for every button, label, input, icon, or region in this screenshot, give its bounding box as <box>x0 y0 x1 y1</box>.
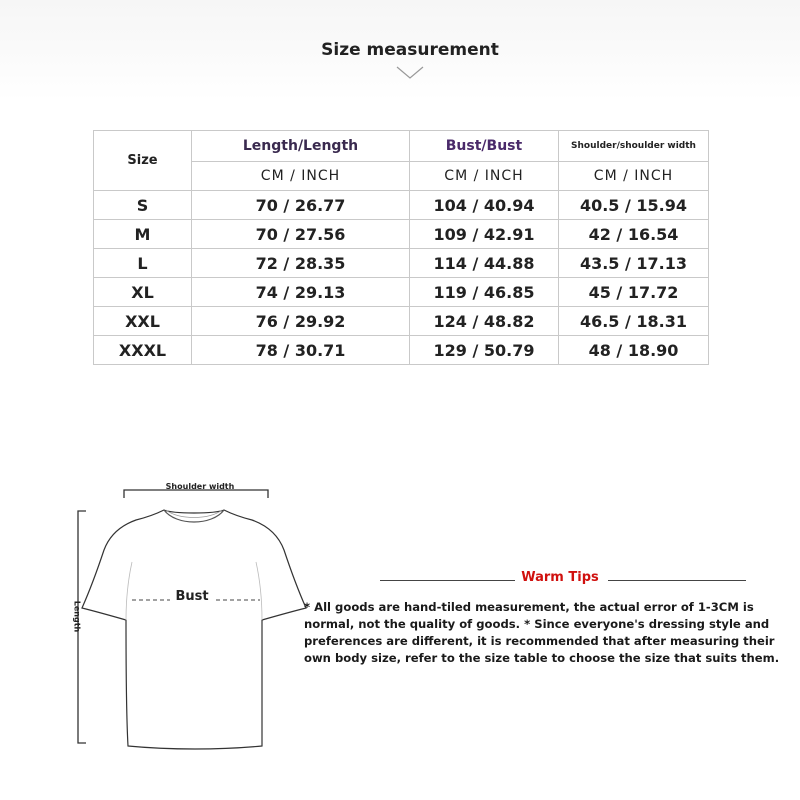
bust-units: CM / INCH <box>410 162 559 191</box>
size-table <box>93 130 709 365</box>
bust-cell: 104 / 40.94 <box>410 191 559 220</box>
size-column-header: Size <box>94 131 192 191</box>
bust-cell: 129 / 50.79 <box>410 336 559 365</box>
tshirt-diagram <box>60 470 320 760</box>
shoulder-cell: 48 / 18.90 <box>559 336 709 365</box>
size-cell: XXL <box>94 307 192 336</box>
length-cell: 70 / 26.77 <box>192 191 410 220</box>
table-row <box>94 249 709 278</box>
shoulder-cell: 46.5 / 18.31 <box>559 307 709 336</box>
length-cell: 74 / 29.13 <box>192 278 410 307</box>
shoulder-units: CM / INCH <box>559 162 709 191</box>
warm-tips-text: * All goods are hand-tiled measurement, the actual error of 1-3CM is normal, not the quality of goods. * Since everyone's dressing style and preferences are different, it is recommended that after measuring their own body size, refer to the size table to choose the size that suits them. <box>304 600 780 665</box>
size-cell: M <box>94 220 192 249</box>
page-title: Size measurement <box>321 40 499 60</box>
length-cell: 78 / 30.71 <box>192 336 410 365</box>
shoulder-column-header: Shoulder/shoulder width <box>559 131 709 162</box>
length-cell: 72 / 28.35 <box>192 249 410 278</box>
bust-label: Bust <box>170 589 214 604</box>
shoulder-cell: 42 / 16.54 <box>559 220 709 249</box>
tips-divider-left <box>380 580 515 581</box>
shoulder-cell: 40.5 / 15.94 <box>559 191 709 220</box>
length-cell: 76 / 29.92 <box>192 307 410 336</box>
table-row <box>94 336 709 365</box>
table-row <box>94 278 709 307</box>
length-column-header: Length/Length <box>192 131 410 162</box>
table-row <box>94 191 709 220</box>
bust-cell: 109 / 42.91 <box>410 220 559 249</box>
size-cell: XXXL <box>94 336 192 365</box>
bust-cell: 124 / 48.82 <box>410 307 559 336</box>
shoulder-width-label: Shoulder width <box>165 482 235 491</box>
chevron-down-icon <box>396 66 424 80</box>
tshirt-icon <box>60 470 320 760</box>
size-cell: L <box>94 249 192 278</box>
bust-cell: 114 / 44.88 <box>410 249 559 278</box>
bust-column-header: Bust/Bust <box>410 131 559 162</box>
table-row <box>94 220 709 249</box>
tips-divider-right <box>608 580 746 581</box>
size-cell: XL <box>94 278 192 307</box>
length-label: Length <box>72 600 82 633</box>
shoulder-cell: 45 / 17.72 <box>559 278 709 307</box>
size-cell: S <box>94 191 192 220</box>
length-cell: 70 / 27.56 <box>192 220 410 249</box>
shoulder-cell: 43.5 / 17.13 <box>559 249 709 278</box>
table-row <box>94 307 709 336</box>
length-units: CM / INCH <box>192 162 410 191</box>
bust-cell: 119 / 46.85 <box>410 278 559 307</box>
warm-tips-title: Warm Tips <box>521 570 599 585</box>
